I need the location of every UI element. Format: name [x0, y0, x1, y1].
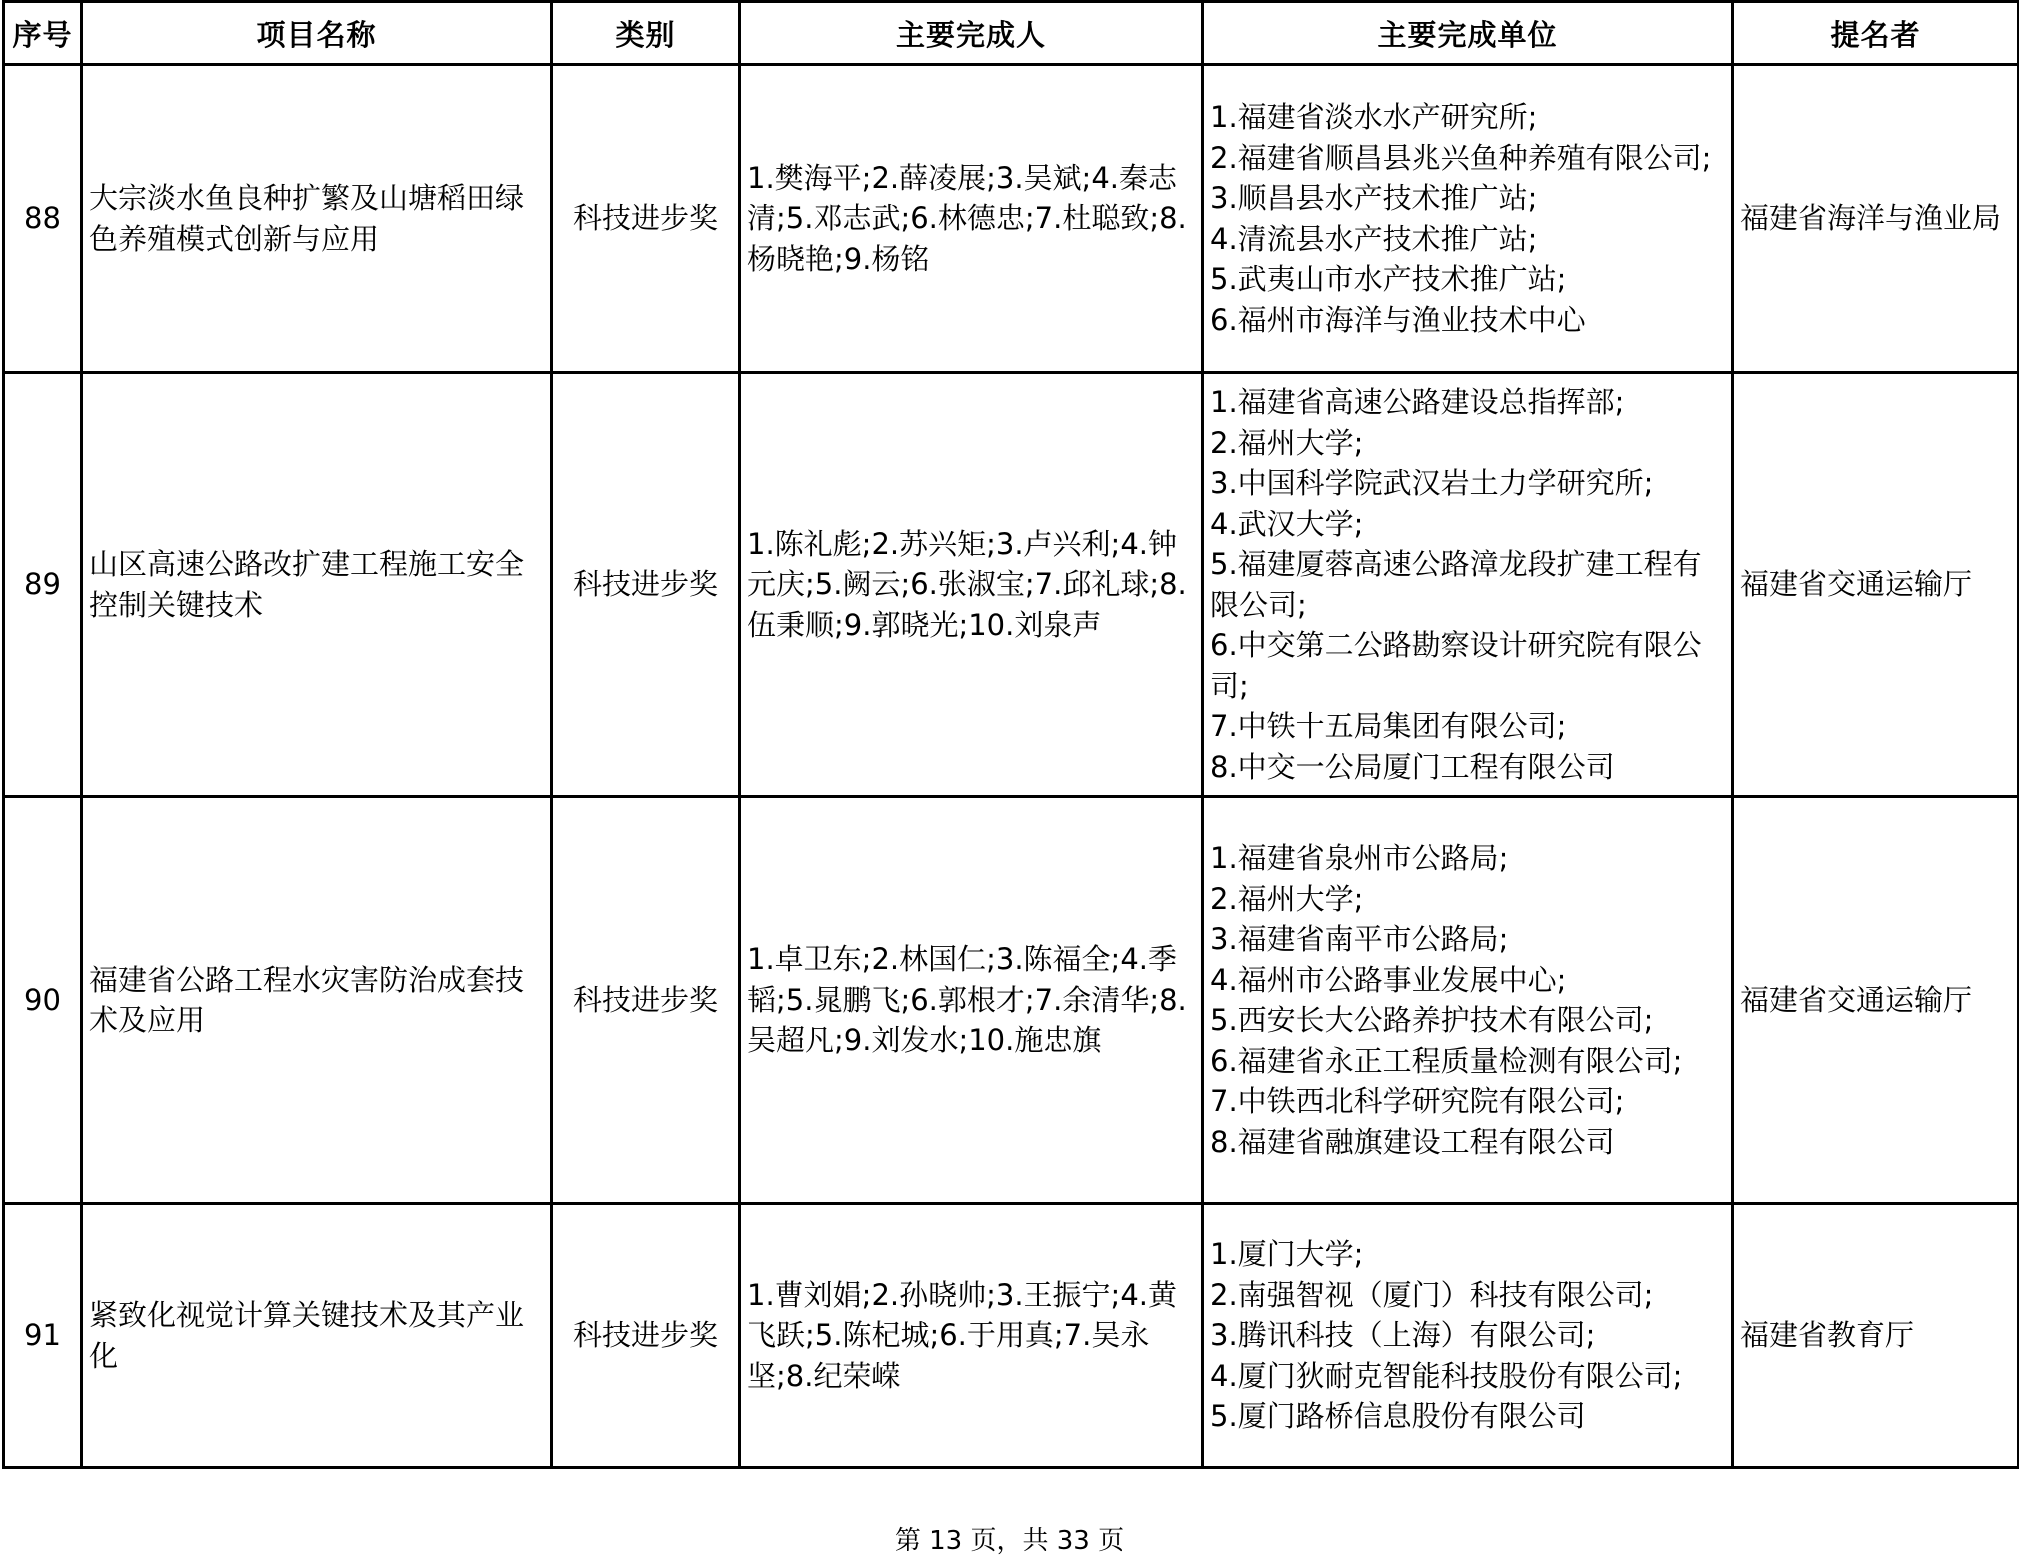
unit-item: 2.福建省顺昌县兆兴鱼种养殖有限公司;: [1210, 140, 1712, 175]
table-row: [4, 373, 2019, 797]
unit-item: 7.中铁十五局集团有限公司;: [1210, 709, 1567, 743]
table-row: [4, 65, 2019, 373]
row-main-units: [1203, 373, 1733, 797]
row-project-name: 大宗淡水鱼良种扩繁及山塘稻田绿色养殖模式创新与应用: [82, 65, 552, 373]
unit-item: 6.福州市海洋与渔业技术中心: [1210, 302, 1586, 337]
row-seq: 90: [4, 797, 82, 1204]
unit-item: 6.中交第二公路勘察设计研究院有限公司;: [1210, 628, 1702, 703]
unit-item: 5.厦门路桥信息股份有限公司: [1210, 1399, 1586, 1434]
unit-item: 4.厦门狄耐克智能科技股份有限公司;: [1210, 1358, 1683, 1393]
row-nominator: 福建省交通运输厅: [1733, 373, 2019, 797]
unit-item: 5.福建厦蓉高速公路漳龙段扩建工程有限公司;: [1210, 547, 1702, 622]
row-main-people: 1.樊海平;2.薛凌展;3.吴斌;4.秦志清;5.邓志武;6.林德忠;7.杜聪致;8.杨晓艳;9.杨铭: [740, 65, 1203, 373]
row-category: 科技进步奖: [552, 65, 740, 373]
row-nominator: 福建省教育厅: [1733, 1204, 2019, 1468]
unit-item: 3.顺昌县水产技术推广站;: [1210, 181, 1538, 215]
unit-item: 1.厦门大学;: [1210, 1237, 1364, 1272]
unit-item: 7.中铁西北科学研究院有限公司;: [1210, 1084, 1625, 1118]
unit-item: 3.福建省南平市公路局;: [1210, 922, 1509, 956]
unit-item: 6.福建省永正工程质量检测有限公司;: [1210, 1043, 1683, 1078]
row-main-people: 1.陈礼彪;2.苏兴矩;3.卢兴利;4.钟元庆;5.阙云;6.张淑宝;7.邱礼球;8.伍秉顺;9.郭晓光;10.刘泉声: [740, 373, 1203, 797]
table-header-row: [4, 2, 2019, 65]
header-main-people: 主要完成人: [740, 2, 1203, 65]
row-seq: 91: [4, 1204, 82, 1468]
row-seq: 88: [4, 65, 82, 373]
row-main-units: [1203, 65, 1733, 373]
row-nominator: 福建省海洋与渔业局: [1733, 65, 2019, 373]
page-number-text: 第 13 页，共 33 页: [894, 1526, 1125, 1556]
row-category: 科技进步奖: [552, 1204, 740, 1468]
unit-item: 1.福建省淡水水产研究所;: [1210, 100, 1538, 134]
unit-item: 3.腾讯科技（上海）有限公司;: [1210, 1318, 1596, 1353]
header-nominator: 提名者: [1733, 2, 2019, 65]
row-category: 科技进步奖: [552, 797, 740, 1204]
unit-item: 1.福建省泉州市公路局;: [1210, 841, 1509, 875]
unit-item: 8.中交一公局厦门工程有限公司: [1210, 749, 1615, 784]
row-category: 科技进步奖: [552, 373, 740, 797]
unit-item: 8.福建省融旗建设工程有限公司: [1210, 1124, 1615, 1159]
unit-item: 4.福州市公路事业发展中心;: [1210, 962, 1567, 997]
row-seq: 89: [4, 373, 82, 797]
table-row: [4, 1204, 2019, 1468]
award-table: [2, 0, 2019, 1469]
header-seq: 序号: [4, 2, 82, 65]
header-category: 类别: [552, 2, 740, 65]
row-main-units: [1203, 797, 1733, 1204]
row-main-units: [1203, 1204, 1733, 1468]
row-project-name: 福建省公路工程水灾害防治成套技术及应用: [82, 797, 552, 1204]
header-main-units: 主要完成单位: [1203, 2, 1733, 65]
unit-item: 5.西安长大公路养护技术有限公司;: [1210, 1003, 1654, 1037]
row-nominator: 福建省交通运输厅: [1733, 797, 2019, 1204]
unit-item: 1.福建省高速公路建设总指挥部;: [1210, 385, 1625, 419]
page-footer: [0, 1526, 2019, 1556]
table-row: [4, 797, 2019, 1204]
row-main-people: 1.卓卫东;2.林国仁;3.陈福全;4.季韬;5.晁鹏飞;6.郭根才;7.余清华;8.吴超凡;9.刘发水;10.施忠旗: [740, 797, 1203, 1204]
unit-item: 4.清流县水产技术推广站;: [1210, 221, 1538, 256]
unit-item: 4.武汉大学;: [1210, 506, 1364, 541]
row-project-name: 山区高速公路改扩建工程施工安全控制关键技术: [82, 373, 552, 797]
award-table-container: [2, 0, 2017, 1469]
unit-item: 2.福州大学;: [1210, 425, 1364, 460]
unit-item: 3.中国科学院武汉岩土力学研究所;: [1210, 466, 1654, 500]
header-project-name: 项目名称: [82, 2, 552, 65]
row-main-people: 1.曹刘娟;2.孙晓帅;3.王振宁;4.黄飞跃;5.陈杞城;6.于用真;7.吴永坚;8.纪荣嵘: [740, 1204, 1203, 1468]
row-project-name: 紧致化视觉计算关键技术及其产业化: [82, 1204, 552, 1468]
unit-item: 2.南强智视（厦门）科技有限公司;: [1210, 1277, 1654, 1312]
unit-item: 2.福州大学;: [1210, 881, 1364, 916]
unit-item: 5.武夷山市水产技术推广站;: [1210, 262, 1567, 296]
